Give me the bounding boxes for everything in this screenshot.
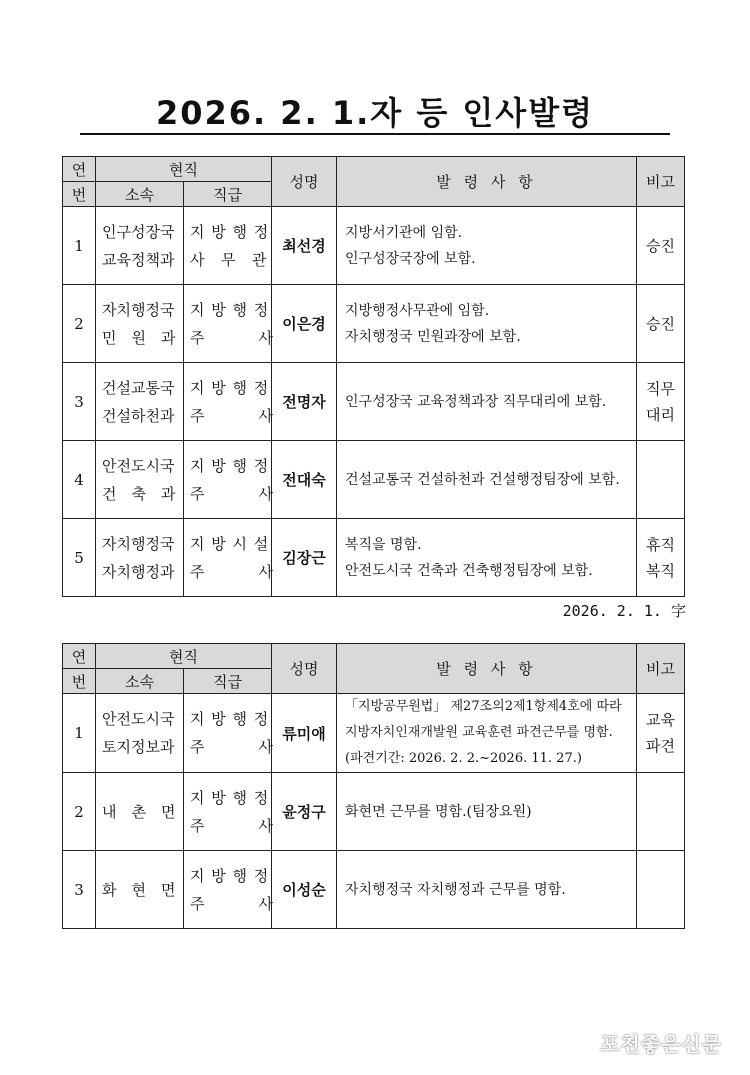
note-cell — [637, 207, 685, 285]
header-no-bottom: 번 — [63, 182, 96, 207]
table-row — [63, 363, 685, 441]
dept-line: 안전도시국 — [102, 710, 175, 728]
header-rank: 직급 — [184, 669, 272, 694]
note-cell — [637, 519, 685, 597]
note-line: 복직 — [646, 561, 675, 580]
rank-line: 지방행정 — [190, 788, 275, 807]
dept-line: 교육정책과 — [102, 250, 175, 269]
rank-line: 주사 — [190, 894, 327, 913]
title-underline — [80, 133, 670, 135]
rank-line: 지방행정 — [190, 222, 275, 241]
table-row — [63, 519, 685, 597]
rank-cell — [184, 207, 283, 285]
rank-line: 지방행정 — [190, 866, 275, 885]
note-line: 직무 — [646, 379, 675, 398]
appointment-table-1 — [62, 156, 685, 597]
table-2-body — [63, 694, 685, 929]
dept-cell — [96, 851, 191, 929]
order-line: 화현면 근무를 명함.(팀장요원) — [345, 803, 532, 820]
header-note: 비고 — [637, 157, 685, 207]
table-row — [63, 441, 685, 519]
header-dept: 소속 — [96, 669, 184, 694]
header-rank: 직급 — [184, 182, 272, 207]
dept-line: 인구성장국 — [102, 222, 175, 241]
row-number: 3 — [63, 851, 96, 929]
table-row — [63, 694, 685, 773]
order-line: 복직을 명함. — [345, 536, 422, 553]
order-cell — [337, 773, 637, 851]
date-line: 2026. 2. 1. 字 — [562, 602, 686, 620]
dept-cell — [96, 773, 191, 851]
header-order: 발 령 사 항 — [337, 644, 637, 694]
rank-line: 사무관 — [190, 250, 283, 269]
order-line: 인구성장국 교육정책과장 직무대리에 보함. — [345, 393, 607, 410]
dept-line: 민원과 — [102, 328, 191, 347]
person-name: 전명자 — [272, 363, 337, 441]
order-line: 자치행정국 민원과장에 보함. — [345, 328, 521, 345]
order-cell — [337, 851, 637, 929]
header-note: 비고 — [637, 644, 685, 694]
order-line: 지방서기관에 임함. — [345, 224, 463, 241]
row-number: 3 — [63, 363, 96, 441]
header-current: 현직 — [96, 644, 272, 669]
note-cell — [637, 285, 685, 363]
note-line: 대리 — [646, 405, 675, 424]
order-cell — [337, 694, 637, 773]
order-line: 안전도시국 건축과 건축행정팀장에 보함. — [345, 562, 593, 579]
person-name: 류미애 — [272, 694, 337, 773]
order-cell — [337, 363, 637, 441]
dept-cell — [96, 363, 184, 441]
rank-line: 주사 — [190, 328, 327, 347]
header-name: 성명 — [272, 644, 337, 694]
note-cell — [637, 851, 685, 929]
order-cell — [337, 441, 637, 519]
header-no-top: 연 — [63, 157, 96, 182]
note-line: 파견 — [646, 737, 675, 755]
dept-line: 자치행정국 — [102, 300, 175, 319]
table-row — [63, 285, 685, 363]
order-line: 인구성장국장에 보함. — [345, 250, 476, 267]
table-row — [63, 773, 685, 851]
header-order: 발 령 사 항 — [337, 157, 637, 207]
note-line: 교육 — [646, 711, 675, 729]
watermark-logo: 포천좋은신문 — [600, 1032, 722, 1056]
row-number: 1 — [63, 207, 96, 285]
dept-line: 건축과 — [102, 484, 191, 503]
person-name: 윤정구 — [272, 773, 337, 851]
dept-line: 내촌면 — [102, 802, 191, 821]
header-no-bottom: 번 — [63, 669, 96, 694]
rank-line: 지방행정 — [190, 300, 275, 319]
dept-line: 자치행정과 — [102, 562, 175, 581]
rank-line: 주사 — [190, 816, 327, 835]
person-name: 최선경 — [272, 207, 337, 285]
row-number: 4 — [63, 441, 96, 519]
note-cell — [637, 441, 685, 519]
dept-cell — [96, 694, 184, 773]
header-name: 성명 — [272, 157, 337, 207]
note-cell — [637, 773, 685, 851]
order-line: 「지방공무원법」 제27조의2제1항제4호에 따라 — [345, 699, 622, 714]
dept-cell — [96, 519, 184, 597]
dept-line: 안전도시국 — [102, 456, 175, 475]
order-line: 지방자치인재개발원 교육훈련 파견근무를 명함. — [345, 725, 613, 740]
rank-line: 지방시설 — [190, 534, 275, 553]
person-name: 이은경 — [272, 285, 337, 363]
note-line: 승진 — [646, 236, 675, 255]
order-cell — [337, 207, 637, 285]
order-line: 자치행정국 자치행정과 근무를 명함. — [345, 881, 566, 898]
appointment-table-2 — [62, 643, 685, 929]
order-line: (파견기간: 2026. 2. 2.~2026. 11. 27.) — [345, 751, 582, 766]
note-cell — [637, 363, 685, 441]
person-name: 이성순 — [272, 851, 337, 929]
order-cell — [337, 519, 637, 597]
dept-line: 토지정보과 — [102, 738, 175, 756]
row-number: 5 — [63, 519, 96, 597]
order-line: 건설교통국 건설하천과 건설행정팀장에 보함. — [345, 471, 620, 488]
rank-line: 지방행정 — [190, 456, 275, 475]
note-cell — [637, 694, 685, 773]
dept-cell — [96, 285, 191, 363]
dept-line: 자치행정국 — [102, 534, 175, 553]
table-row — [63, 851, 685, 929]
row-number: 1 — [63, 694, 96, 773]
rank-line: 주사 — [190, 406, 327, 425]
rank-line: 주사 — [190, 484, 327, 503]
dept-line: 화현면 — [102, 880, 191, 899]
table-row — [63, 207, 685, 285]
page-title: 2026. 2. 1.자 등 인사발령 — [155, 94, 595, 132]
rank-line: 지방행정 — [190, 378, 275, 397]
person-name: 전대숙 — [272, 441, 337, 519]
order-cell — [337, 285, 637, 363]
rank-line: 주사 — [190, 562, 327, 581]
note-line: 휴직 — [646, 535, 675, 554]
header-dept: 소속 — [96, 182, 184, 207]
table-1-body — [63, 207, 685, 597]
header-no-top: 연 — [63, 644, 96, 669]
person-name: 김장근 — [272, 519, 337, 597]
note-line: 승진 — [646, 314, 675, 333]
dept-line: 건설교통국 — [102, 378, 175, 397]
rank-line: 지방행정 — [190, 710, 275, 728]
order-line: 지방행정사무관에 임함. — [345, 302, 490, 319]
header-current: 현직 — [96, 157, 272, 182]
row-number: 2 — [63, 285, 96, 363]
row-number: 2 — [63, 773, 96, 851]
dept-cell — [96, 207, 184, 285]
dept-cell — [96, 441, 191, 519]
rank-line: 주사 — [190, 738, 327, 756]
dept-line: 건설하천과 — [102, 406, 175, 425]
